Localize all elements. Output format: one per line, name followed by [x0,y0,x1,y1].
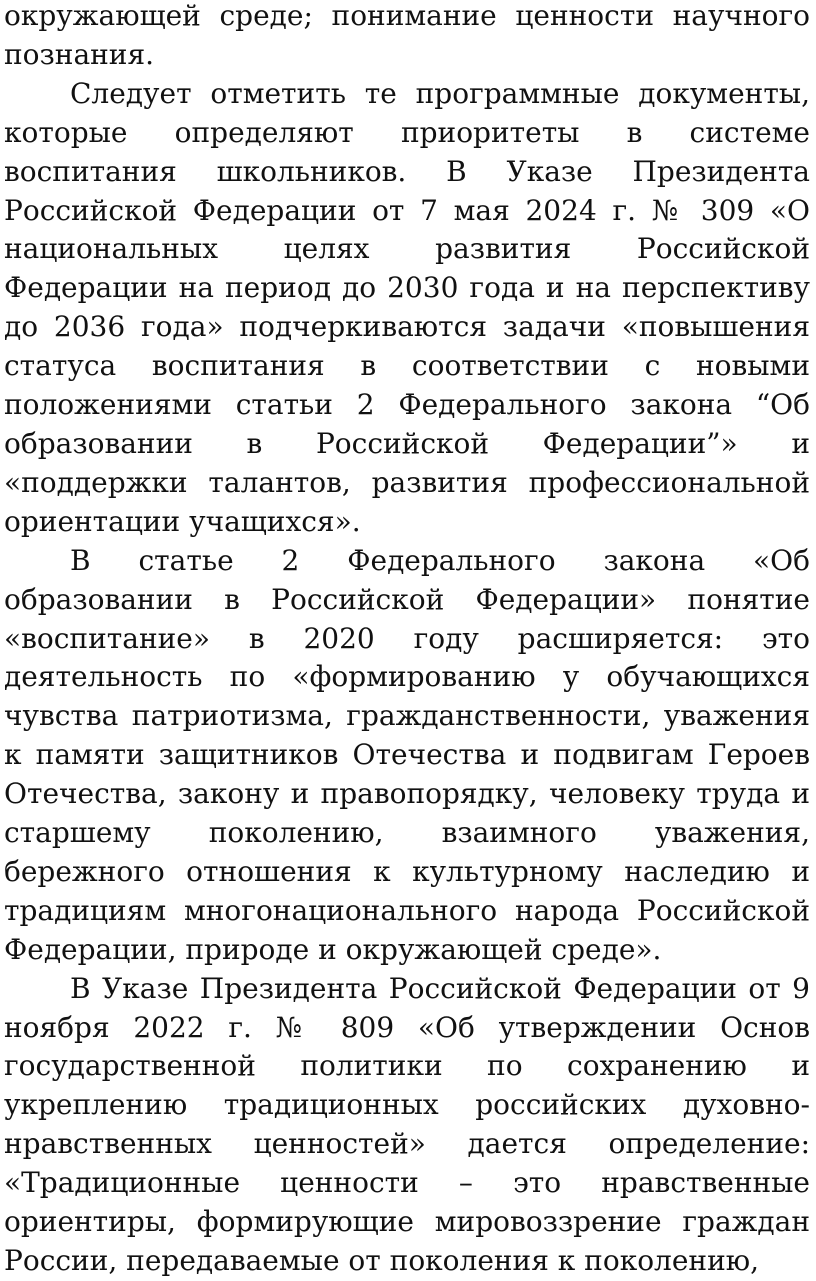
paragraph-education-law: В статье 2 Федерального закона «Об образовании в Российской Федерации» понятие «воспитание» в 2020 году расширяется: это деятельность по «формированию у обучающихся чувства патриотизма, гражданственности, уважения к памяти защитников Отечества и подвигам Героев Отечества, закону и правопорядку, человеку труда и старшему поколению, взаимного уважения, бережного отношения к культурному наследию и традициям многонационального народа Российской Федерации, природе и окружающей среде». [4,543,810,966]
paragraph-traditional-values: В Указе Президента Российской Федерации от 9 ноября 2022 г. № 809 «Об утверждении Основ государственной политики по сохранению и укреплению традиционных российских духовно-нравственных ценностей» дается определение: «Традиционные ценности – это нравственные ориентиры, формирующие мировоззрение граждан России, передаваемые от поколения к поколению, [4,971,810,1277]
paragraph-continuation: окружающей среде; понимание ценности научного познания. [4,0,810,71]
paragraph-program-documents: Следует отметить те программные документы, которые определяют приоритеты в системе воспитания школьников. В Указе Президента Российской Федерации от 7 мая 2024 г. № 309 «О национальных целях развития Российской Федерации на период до 2030 года и на перспективу до 2036 года» подчеркиваются задачи «повышения статуса воспитания в соответствии с новыми положениями статьи 2 Федерального закона “Об образовании в Российской Федерации”» и «поддержки талантов, развития профессиональной ориентации учащихся». [4,76,810,538]
document-page [4,0,810,1281]
